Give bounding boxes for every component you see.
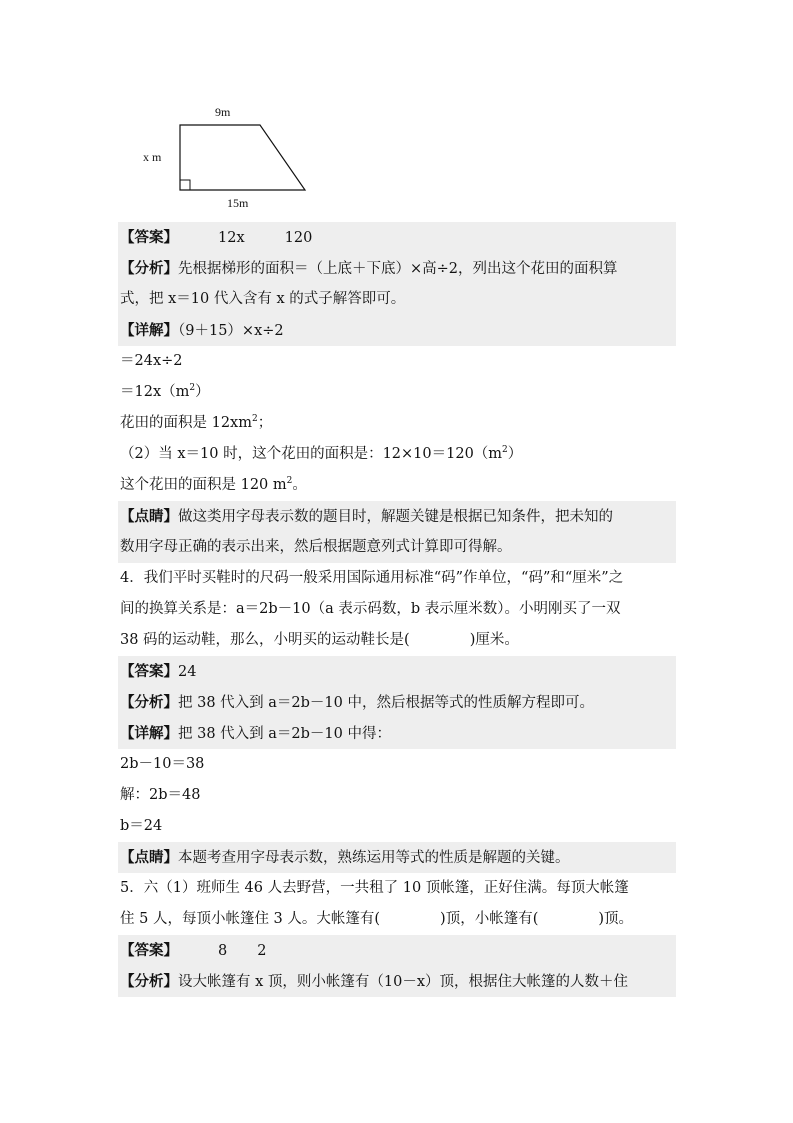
comment-text: 数用字母正确的表示出来，然后根据题意列式计算即可得解。 xyxy=(120,539,512,555)
comment-tag: 【点睛】 xyxy=(120,849,178,866)
detail-tag: 【详解】 xyxy=(120,725,178,742)
top-base-label: 9m xyxy=(215,105,231,119)
document-body xyxy=(118,222,676,997)
detail-text: 花田的面积是 12xm xyxy=(120,415,252,431)
trapezoid-figure xyxy=(135,100,335,215)
superscript: 2 xyxy=(286,476,293,486)
question-text: )顶，小帐篷有( xyxy=(440,911,539,927)
question-text: )顶。 xyxy=(598,911,634,927)
q4-question-line xyxy=(118,625,676,656)
detail-text: （2）当 x＝10 时，这个花田的面积是：12×10＝120（m xyxy=(120,446,503,462)
superscript: 2 xyxy=(502,445,508,455)
q4-answer-line xyxy=(118,656,676,687)
q5-question-line xyxy=(118,904,676,935)
answer-value: 12x xyxy=(218,230,245,246)
question-text: )厘米。 xyxy=(469,632,519,648)
comment-text: 本题考查用字母表示数，熟练运用等式的性质是解题的关键。 xyxy=(178,850,570,866)
analysis-text: 先根据梯形的面积＝（上底＋下底）×高÷2，列出这个花田的面积算 xyxy=(178,261,618,277)
analysis-tag: 【分析】 xyxy=(120,694,178,711)
answer-tag: 【答案】 xyxy=(120,663,178,680)
detail-text: 这个花田的面积是 120 m xyxy=(120,477,287,493)
answer-tag: 【答案】 xyxy=(120,942,178,959)
q4-detail-line xyxy=(118,749,676,780)
q4-question-line xyxy=(118,563,676,594)
right-angle-mark xyxy=(180,180,190,190)
q3-comment-line xyxy=(118,501,676,532)
detail-text: 2b－10＝38 xyxy=(120,756,205,772)
answer-value: 2 xyxy=(257,943,267,959)
detail-text: 。 xyxy=(292,477,307,493)
question-text: 4．我们平时买鞋时的尺码一般采用国际通用标准“码”作单位，“码”和“厘米”之 xyxy=(120,570,624,586)
analysis-tag: 【分析】 xyxy=(120,973,178,990)
detail-tag: 【详解】 xyxy=(120,322,178,339)
q3-detail-line xyxy=(118,439,676,470)
detail-text: ＝24x÷2 xyxy=(120,353,183,369)
answer-value: 24 xyxy=(178,664,197,680)
q3-answer-line xyxy=(118,222,676,253)
detail-text: ） xyxy=(507,446,523,462)
q4-comment-line xyxy=(118,842,676,873)
q3-detail-line xyxy=(118,470,676,501)
q5-question-line xyxy=(118,873,676,904)
detail-text: 解：2b＝48 xyxy=(120,787,201,803)
analysis-text: 把 38 代入到 a＝2b－10 中，然后根据等式的性质解方程即可。 xyxy=(178,695,594,711)
question-text: 38 码的运动鞋，那么，小明买的运动鞋长是( xyxy=(120,632,410,648)
q4-detail-line xyxy=(118,780,676,811)
question-text: 间的换算关系是：a＝2b－10（a 表示码数，b 表示厘米数）。小明刚买了一双 xyxy=(120,601,621,617)
comment-text: 做这类用字母表示数的题目时，解题关键是根据已知条件，把未知的 xyxy=(178,509,613,525)
detail-text: ＝12x（m xyxy=(120,384,190,400)
detail-text: 把 38 代入到 a＝2b－10 中得： xyxy=(178,726,391,742)
analysis-tag: 【分析】 xyxy=(120,260,178,277)
answer-value: 8 xyxy=(218,943,228,959)
q3-detail-line xyxy=(118,377,676,408)
answer-value: 120 xyxy=(284,230,313,246)
q4-question-line xyxy=(118,594,676,625)
height-label: x m xyxy=(143,150,162,164)
detail-text: b＝24 xyxy=(120,818,163,834)
answer-tag: 【答案】 xyxy=(120,229,178,246)
comment-tag: 【点睛】 xyxy=(120,508,178,525)
q3-detail-line xyxy=(118,315,676,346)
q5-answer-line xyxy=(118,935,676,966)
superscript: 2 xyxy=(189,383,196,393)
bottom-base-label: 15m xyxy=(227,196,249,210)
q4-detail-line xyxy=(118,811,676,842)
trapezoid-shape xyxy=(180,125,305,190)
analysis-text: 式，把 x＝10 代入含有 x 的式子解答即可。 xyxy=(120,291,406,307)
q5-analysis-line xyxy=(118,966,676,997)
question-text: 5．六（1）班师生 46 人去野营，一共租了 10 顶帐篷，正好住满。每顶大帐篷 xyxy=(120,880,629,896)
q3-detail-line xyxy=(118,408,676,439)
q3-detail-line xyxy=(118,346,676,377)
detail-text: ） xyxy=(195,384,210,400)
superscript: 2 xyxy=(252,414,258,424)
q4-analysis-line xyxy=(118,687,676,718)
question-text: 住 5 人，每顶小帐篷住 3 人。大帐篷有( xyxy=(120,911,381,927)
detail-text: ； xyxy=(257,415,273,431)
q4-detail-line xyxy=(118,718,676,749)
analysis-text: 设大帐篷有 x 顶，则小帐篷有（10－x）顶，根据住大帐篷的人数＋住 xyxy=(178,974,629,990)
q3-analysis-line xyxy=(118,284,676,315)
detail-text: （9＋15）×x÷2 xyxy=(178,323,284,339)
q3-comment-line xyxy=(118,532,676,563)
q3-analysis-line xyxy=(118,253,676,284)
